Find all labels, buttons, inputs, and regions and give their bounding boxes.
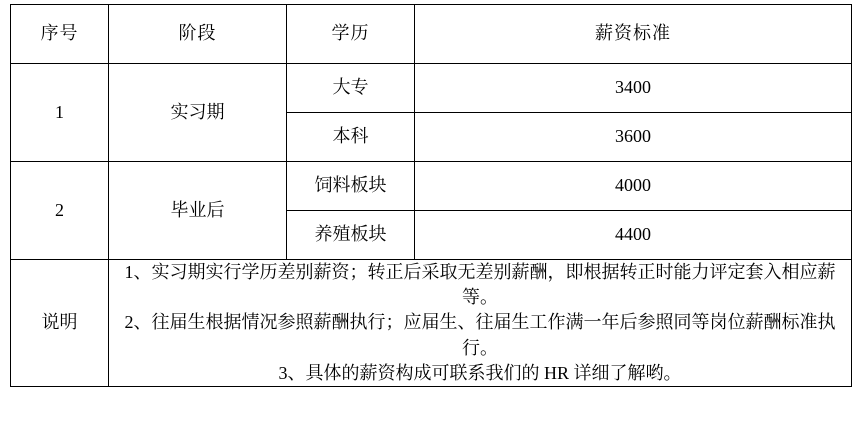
salary-cell: 4000 xyxy=(415,162,852,211)
column-header-no: 序号 xyxy=(11,5,109,64)
row-number-2: 2 xyxy=(11,162,109,260)
table-row xyxy=(11,162,852,211)
column-header-stage: 阶段 xyxy=(109,5,287,64)
education-cell: 饲料板块 xyxy=(287,162,415,211)
table-header-row xyxy=(11,5,852,64)
salary-cell: 3400 xyxy=(415,64,852,113)
row-stage-2: 毕业后 xyxy=(109,162,287,260)
row-number-1: 1 xyxy=(11,64,109,162)
salary-table xyxy=(10,4,852,387)
table-header xyxy=(11,5,852,64)
note-line-2: 2、往届生根据情况参照薪酬执行；应届生、往届生工作满一年后参照同等岗位薪酬标准执行。 xyxy=(124,312,836,358)
education-cell: 本科 xyxy=(287,113,415,162)
row-stage-1: 实习期 xyxy=(109,64,287,162)
note-line-1: 1、实习期实行学历差别薪资；转正后采取无差别薪酬，即根据转正时能力评定套入相应薪等。 xyxy=(124,262,836,308)
salary-cell: 3600 xyxy=(415,113,852,162)
education-cell: 养殖板块 xyxy=(287,211,415,260)
table-row xyxy=(11,64,852,113)
education-cell: 大专 xyxy=(287,64,415,113)
note-body xyxy=(109,260,852,387)
salary-cell: 4400 xyxy=(415,211,852,260)
column-header-salary: 薪资标准 xyxy=(415,5,852,64)
note-row xyxy=(11,260,852,387)
note-label: 说明 xyxy=(11,260,109,387)
column-header-education: 学历 xyxy=(287,5,415,64)
note-line-3: 3、具体的薪资构成可联系我们的 HR 详细了解哟。 xyxy=(278,362,682,383)
table-body xyxy=(11,64,852,387)
